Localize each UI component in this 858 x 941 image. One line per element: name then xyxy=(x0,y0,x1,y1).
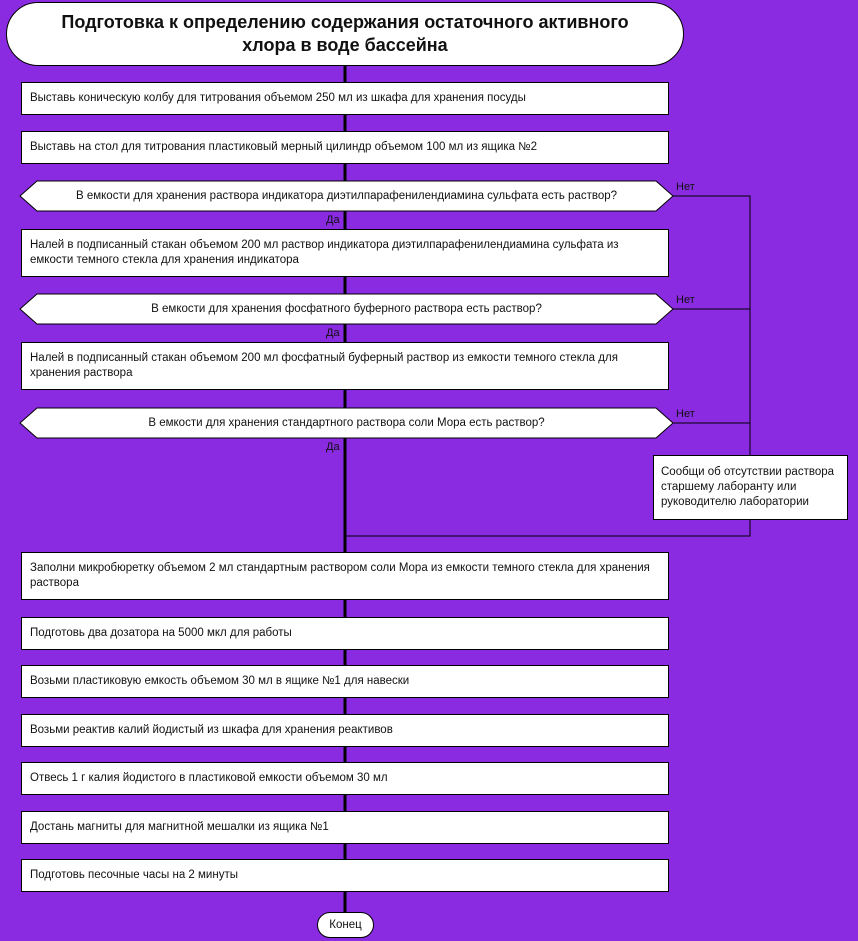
step-box: Выставь коническую колбу для титрования объемом 250 мл из шкафа для хранения посуды xyxy=(21,82,669,115)
decision-text: В емкости для хранения стандартного раствора соли Мора есть раствор? xyxy=(148,417,545,429)
decision-text: В емкости для хранения фосфатного буферного раствора есть раствор? xyxy=(151,303,542,315)
step-box: Подготовь два дозатора на 5000 мкл для работы xyxy=(21,617,669,650)
step-box: Подготовь песочные часы на 2 минуты xyxy=(21,859,669,892)
step-box: Налей в подписанный стакан объемом 200 мл раствор индикатора диэтилпарафенилендиамина сульфата из емкости темного стекла для хранения индикатора xyxy=(21,229,669,277)
step-box: Отвесь 1 г калия йодистого в пластиковой емкости объемом 30 мл xyxy=(21,762,669,795)
decision-box xyxy=(19,180,674,212)
step-box: Возьми пластиковую емкость объемом 30 мл в ящике №1 для навески xyxy=(21,665,669,698)
step-box: Заполни микробюретку объемом 2 мл стандартным раствором соли Мора из емкости темного стекла для хранения раствора xyxy=(21,552,669,600)
decision-box xyxy=(19,407,674,439)
yes-label: Да xyxy=(326,441,340,453)
yes-label: Да xyxy=(326,327,340,339)
no-label: Нет xyxy=(676,408,695,420)
step-box: Достань магниты для магнитной мешалки из ящика №1 xyxy=(21,811,669,844)
notify-supervisor-box: Сообщи об отсутствии раствора старшему лаборанту или руководителю лаборатории xyxy=(653,455,848,520)
step-box: Возьми реактив калий йодистый из шкафа для хранения реактивов xyxy=(21,714,669,747)
step-box: Выставь на стол для титрования пластиковый мерный цилиндр объемом 100 мл из ящика №2 xyxy=(21,131,669,164)
no-label: Нет xyxy=(676,181,695,193)
decision-box xyxy=(19,293,674,325)
no-label: Нет xyxy=(676,294,695,306)
end-terminator: Конец xyxy=(317,912,374,938)
decision-text: В емкости для хранения раствора индикатора диэтилпарафенилендиамина сульфата есть раствор? xyxy=(75,190,618,202)
step-box: Налей в подписанный стакан объемом 200 мл фосфатный буферный раствор из емкости темного стекла для хранения раствора xyxy=(21,342,669,390)
flowchart-title: Подготовка к определению содержания остаточного активного хлора в воде бассейна xyxy=(6,2,684,66)
yes-label: Да xyxy=(326,214,340,226)
